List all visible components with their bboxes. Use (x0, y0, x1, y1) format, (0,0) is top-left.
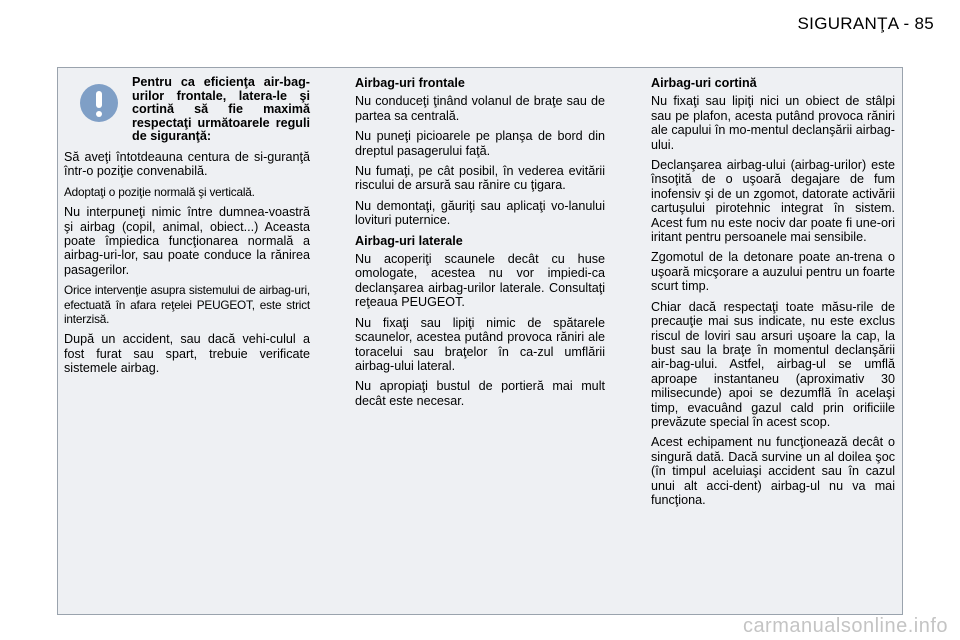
safety-content-box (57, 67, 903, 615)
heading-front-airbags: Airbag-uri frontale (355, 76, 465, 90)
heading-curtain-airbags: Airbag-uri cortină (651, 76, 757, 90)
paragraph-front-4: Nu demontaţi, găuriţi sau aplicaţi vo-lanului lovituri puternice. (355, 198, 605, 228)
exclamation-warning-icon (80, 84, 118, 122)
paragraph-position: Adoptaţi o poziţie normală şi verticală. (64, 184, 255, 199)
paragraph-front-1: Nu conduceţi ţinând volanul de braţe sau de partea sa centrală. (355, 94, 605, 123)
watermark-text: carmanualsonline.info (742, 615, 948, 637)
paragraph-after-accident: După un accident, sau dacă vehi-culul a fost furat sau spart, trebuie verificate sistemele airbag. (64, 332, 310, 376)
paragraph-side-3: Nu apropiaţi bustul de portieră mai mult decât este necesar. (355, 379, 605, 408)
paragraph-interpose: Nu interpuneţi nimic între dumnea-voastră şi airbag (copil, animal, obiect...) Aceasta poate împiedica funcţionarea normală a airbag-uri-lor, sau poate conduce la rănirea pasagerilor. (64, 205, 310, 277)
column-general-rules (64, 76, 310, 382)
paragraph-intervention: Orice intervenţie asupra sistemului de airbag-uri, efectuată în afara reţelei PEUGEOT, este strict interzisă. (64, 283, 310, 327)
paragraph-curtain-1: Nu fixaţi sau lipiţi nici un obiect de stâlpi sau pe plafon, acesta putând provoca răniri ale capului în mo-mentul declanşării airbag-ului. (651, 94, 895, 152)
column-front-side-airbags (355, 76, 605, 414)
paragraph-side-1: Nu acoperiţi scaunele decât cu huse omologate, acestea nu vor impiedi-ca declanşarea airbag-urilor laterale. Consultaţi reţeaua PEUGEOT. (355, 252, 605, 310)
paragraph-curtain-5: Acest echipament nu funcţionează decât o singură dată. Dacă survine un al doilea şoc (în timpul aceluiaşi accident sau în cazul unui alt acci-dent) airbag-ul nu va mai funcţiona. (651, 435, 895, 507)
heading-side-airbags: Airbag-uri laterale (355, 233, 463, 248)
paragraph-side-2: Nu fixaţi sau lipiţi nimic de spătarele scaunelor, acestea putând provoca răniri ale toracelui sau braţelor în ca-zul umflării airbag-ului lateral. (355, 315, 605, 373)
paragraph-front-3: Nu fumaţi, pe cât posibil, în vederea evitării riscului de arsură sau rănire cu ţigara. (355, 164, 605, 193)
safety-note (64, 76, 310, 144)
paragraph-curtain-3: Zgomotul de la detonare poate an-trena o uşoară micşorare a auzului pentru un foarte scurt timp. (651, 250, 895, 294)
paragraph-seatbelt: Să aveţi întotdeauna centura de si-guranţă într-o poziţie convenabilă. (64, 149, 310, 179)
safety-note-text: Pentru ca eficienţa air-bag-urilor frontale, latera-le şi cortină să fie maximă respectaţi următoarele reguli de siguranţă: (132, 75, 310, 144)
paragraph-front-2: Nu puneţi picioarele pe planşa de bord din dreptul pasagerului faţă. (355, 129, 605, 158)
paragraph-curtain-2: Declanşarea airbag-ului (airbag-urilor) este însoţită de o uşoară degajare de fum inofensiv şi de un zgomot, datorate activării cartuşului pirotehnic integrat în sistem. Acest fum nu este nociv dar poate fi une-ori iritant pentru persoanele mai sensibile. (651, 158, 895, 245)
page-title: SIGURANŢA - 85 (797, 14, 934, 33)
paragraph-curtain-4: Chiar dacă respectaţi toate măsu-rile de precauţie mai sus indicate, nu este exclus riscul de loviri sau arsuri uşoare la cap, la bust sau la braţe în momentul declanşării air-bag-ului. Astfel, airbag-ul se umflă aproape instantaneu (aproximativ 30 milisecunde) apoi se dezumflă în acelaşi timp, evacuând gazul cald prin orificiile prevăzute special în acest scop. (651, 299, 895, 429)
column-curtain-airbags (651, 76, 895, 513)
